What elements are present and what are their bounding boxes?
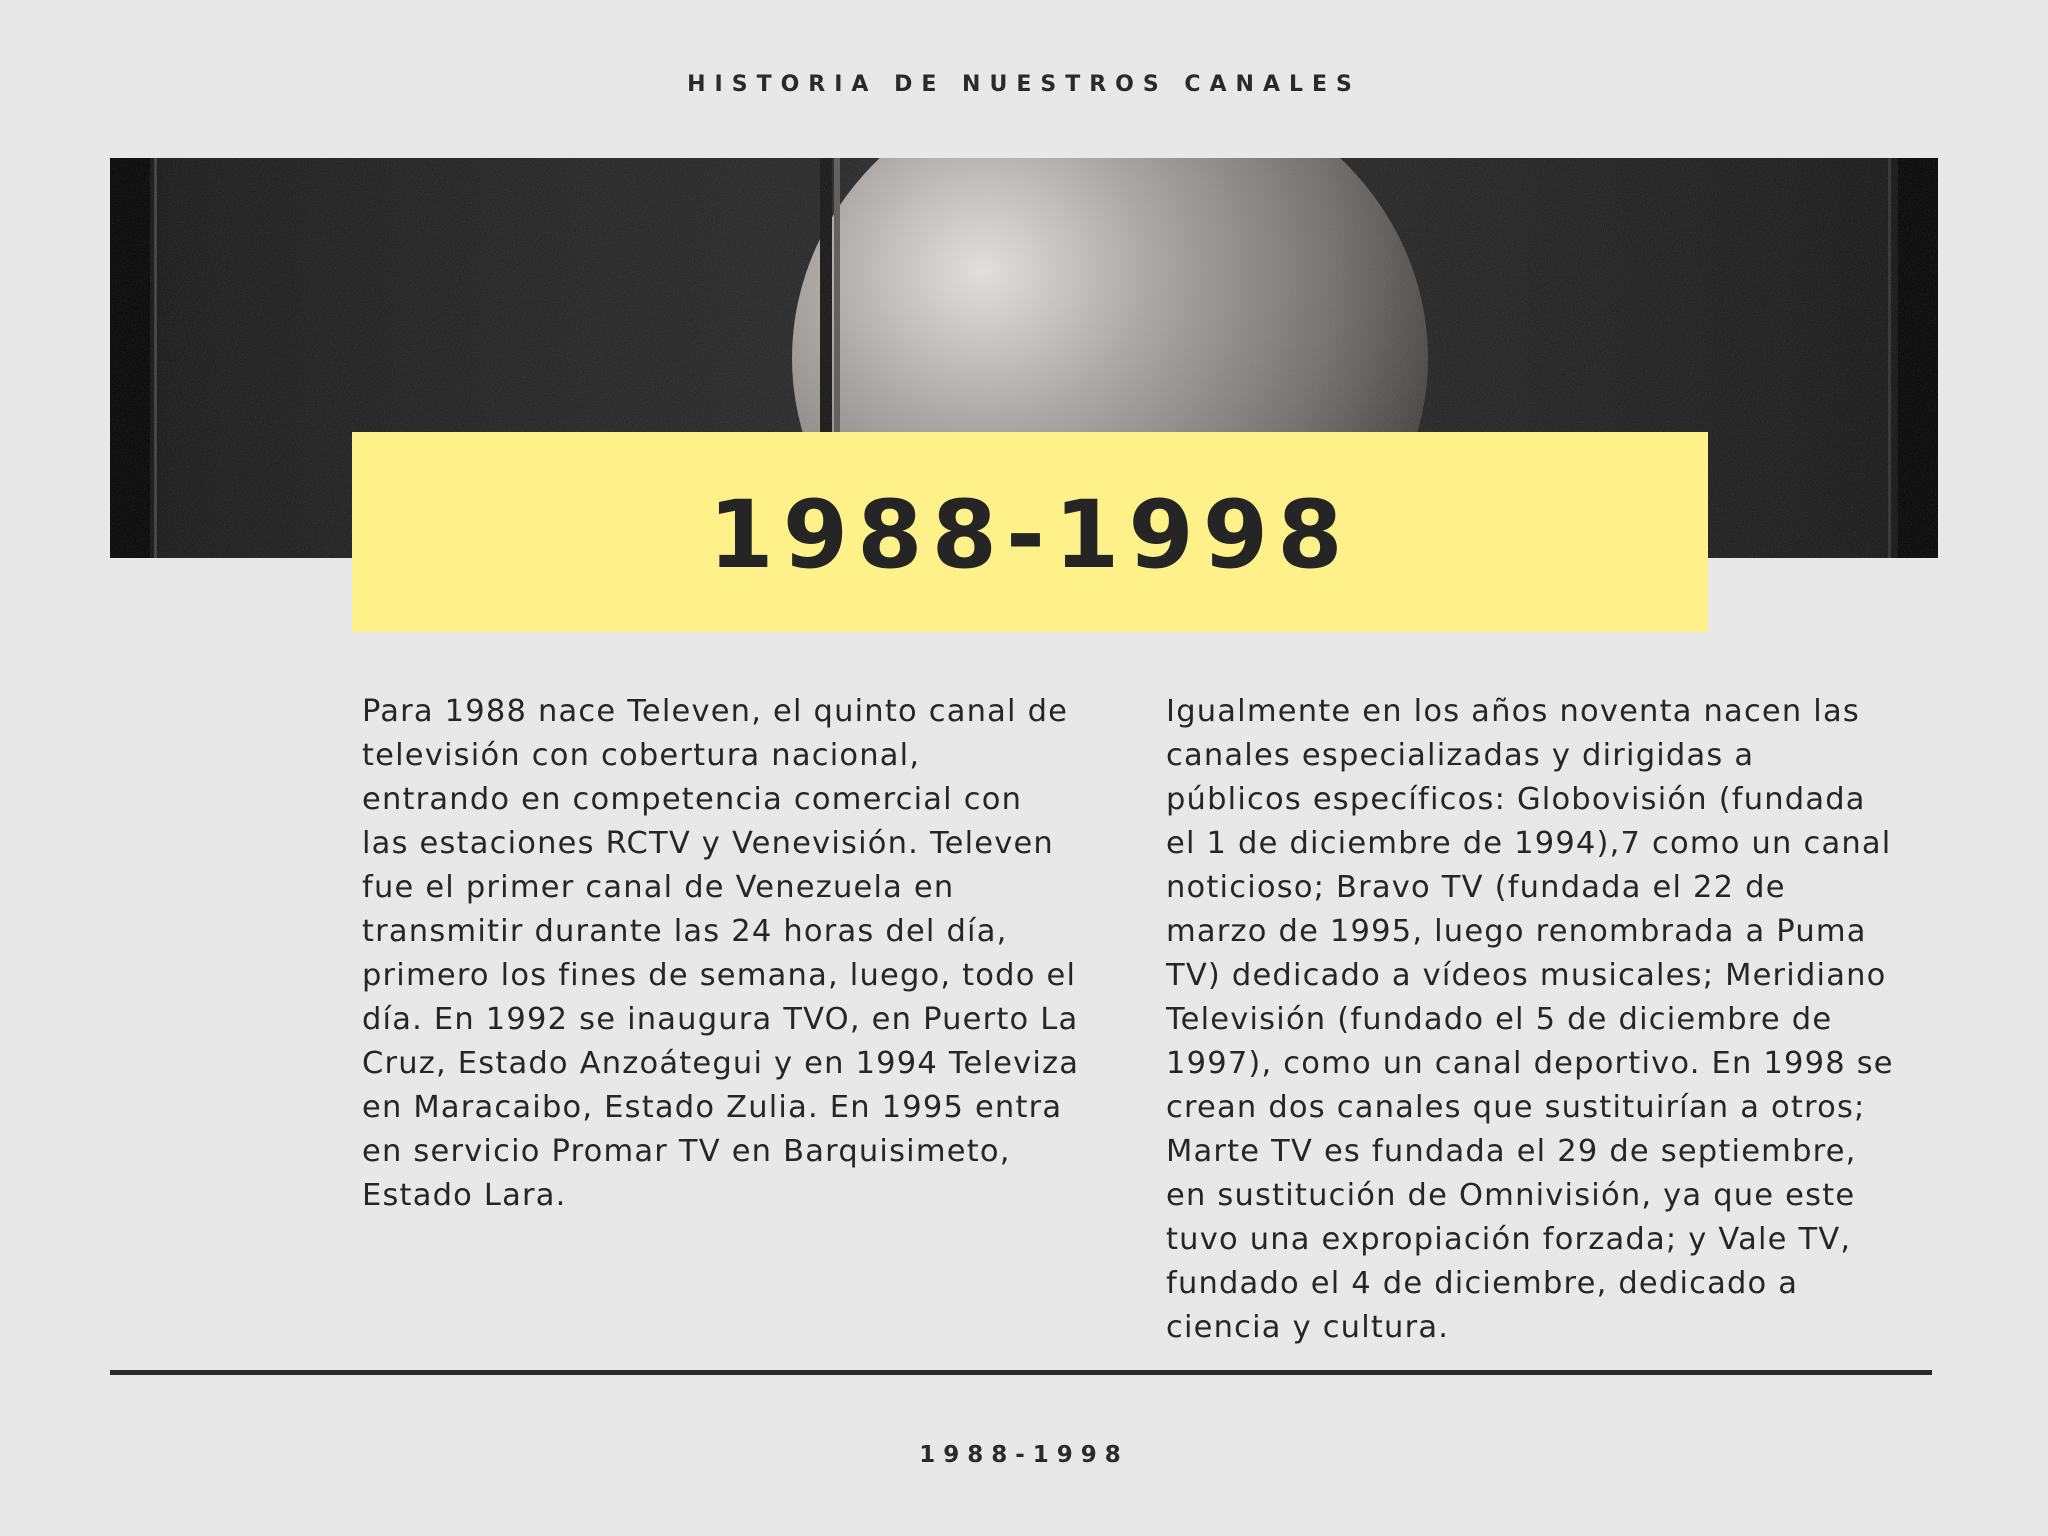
paragraph-left: Para 1988 nace Televen, el quinto canal de televisión con cobertura nacional, entrando en competencia comercial con las estaciones RCTV y Venevisión. Televen fue el primer canal de Venezuela en transmitir durante las 24 horas del día, primero los fines de semana, luego, todo el día. En 1992 se inaugura TVO, en Puerto La Cruz, Estado Anzoátegui y en 1994 Televiza en Maracaibo, Estado Zulia. En 1995 entra en servicio Promar TV en Barquisimeto, Estado Lara. <box>362 694 1080 1213</box>
footer-divider <box>110 1370 1932 1375</box>
page-header-title: HISTORIA DE NUESTROS CANALES <box>687 72 1361 97</box>
year-banner <box>352 432 1708 632</box>
year-range-heading: 1988-1998 <box>708 480 1352 590</box>
paragraph-right: Igualmente en los años noventa nacen las canales especializadas y dirigidas a públicos específicos: Globovisión (fundada el 1 de diciembre de 1994),7 como un canal noticioso; Bravo TV (fundada el 22 de marzo de 1995, luego renombrada a Puma TV) dedicado a vídeos musicales; Meridiano Televisión (fundado el 5 de diciembre de 1997), como un canal deportivo. En 1998 se crean dos canales que sustituirían a otros; Marte TV es fundada el 29 de septiembre, en sustitución de Omnivisión, ya que este tuvo una expropiación forzada; y Vale TV, fundado el 4 de diciembre, dedicado a ciencia y cultura. <box>1166 694 1894 1345</box>
footer-year-label: 1988-1998 <box>919 1442 1129 1468</box>
